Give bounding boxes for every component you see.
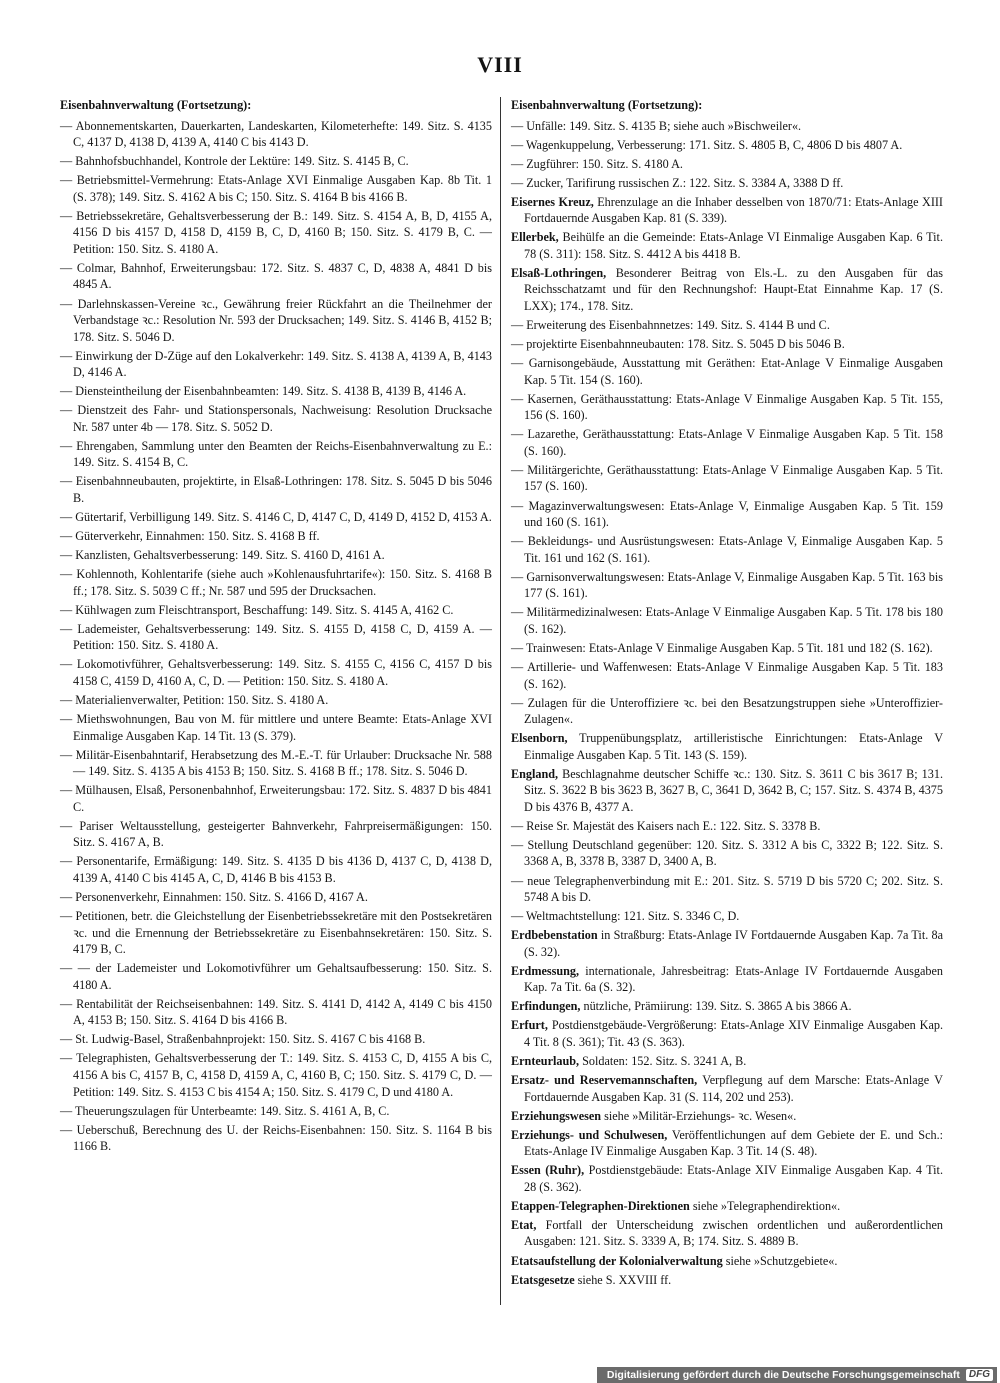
entry-text: — Lazarethe, Geräthausstattung: Etats-Anlage V Einmalige Ausgaben Kap. 5 Tit. 158 (S. 160). <box>511 427 943 458</box>
entry-headword: Eisernes Kreuz, <box>511 194 594 209</box>
entry-text: — Bekleidungs- und Ausrüstungswesen: Etats-Anlage V, Einmalige Ausgaben Kap. 5 Tit. 161 und 162 (S. 161). <box>511 534 943 565</box>
index-entry: — Pariser Weltausstellung, gesteigerter Bahnverkehr, Fahrpreisermäßigungen: 150. Sitz. S. 4167 A, B. <box>60 818 492 850</box>
index-entry <box>511 569 943 602</box>
digitization-footer <box>597 1367 997 1383</box>
entry-text: — Militärgerichte, Geräthausstattung: Etats-Anlage V Einmalige Ausgaben Kap. 5 Tit. 157 (S. 160). <box>511 462 943 494</box>
entry-headword: Etatsaufstellung der Kolonialverwaltung <box>511 1253 723 1268</box>
entry-text: Postdienstgebäude-Vergrößerung: Etats-Anlage XIV Einmalige Ausgaben Kap. 4 Tit. 8 (S. 361); Tit. 43 (S. 363). <box>524 1018 943 1049</box>
entry-text: — projektirte Eisenbahnneubauten: 178. Sitz. S. 5045 D bis 5046 B. <box>511 337 845 352</box>
index-entry <box>511 1108 943 1125</box>
index-entry: — Militär-Eisenbahntarif, Herabsetzung des M.-E.-T. für Urlauber: Drucksache Nr. 588 — 149. Sitz. S. 4135 A bis 4153 B; 150. Sitz. S. 4168 B ff.; 178. Sitz. S. 5046 D. <box>60 747 492 779</box>
index-entry <box>511 1162 943 1195</box>
index-entry: — — der Lademeister und Lokomotivführer um Gehaltsaufbesserung: 150. Sitz. S. 4180 A. <box>60 961 492 992</box>
index-entry: — Personenverkehr, Einnahmen: 150. Sitz. S. 4166 D, 4167 A. <box>60 890 368 905</box>
index-entry: — Diensteintheilung der Eisenbahnbeamten: 149. Sitz. S. 4138 B, 4139 B, 4146 A. <box>60 384 467 399</box>
entry-text: Fortfall der Unterscheidung zwischen ordentlichen und außerordentlichen Ausgaben: 121. Sitz. S. 3339 A, B; 174. Sitz. S. 4889 B. <box>524 1217 943 1249</box>
index-entry <box>511 640 943 657</box>
index-entry <box>511 998 943 1015</box>
index-entry <box>511 1253 943 1270</box>
index-entry: — St. Ludwig-Basel, Straßenbahnprojekt: 150. Sitz. S. 4167 C bis 4168 B. <box>60 1032 426 1047</box>
left-entry-list <box>60 118 492 1155</box>
entry-text: Veröffentlichungen auf dem Gebiete der E. und Sch.: Etats-Anlage IV Einmalige Ausgaben Kap. 3 Tit. 14 (S. 48). <box>524 1127 944 1159</box>
index-entry <box>511 730 943 763</box>
footer-text: Digitalisierung gefördert durch die Deutsche Forschungsgemeinschaft <box>606 1369 960 1381</box>
index-entry <box>511 837 943 870</box>
section-header <box>511 97 943 114</box>
entry-text: — Erweiterung des Eisenbahnnetzes: 149. Sitz. S. 4144 B und C. <box>511 318 830 333</box>
index-entry <box>511 1272 943 1289</box>
entry-text: in Straßburg: Etats-Anlage IV Fortdauernde Ausgaben Kap. 7a Tit. 8a (S. 32). <box>524 928 943 959</box>
index-entry <box>511 604 943 637</box>
index-entry: — Rentabilität der Reichseisenbahnen: 149. Sitz. S. 4141 D, 4142 A, 4149 C bis 4150 A, 4153 B; 150. Sitz. S. 4164 D bis 4166 B. <box>60 996 492 1028</box>
index-entry: — Bahnhofsbuchhandel, Kontrole der Lektüre: 149. Sitz. S. 4145 B, C. <box>60 154 409 169</box>
entry-text: — Garnisongebäude, Ausstattung mit Geräthen: Etat-Anlage V Einmalige Ausgaben Kap. 5 Tit. 154 (S. 160). <box>511 356 943 387</box>
entry-text: — Stellung Deutschland gegenüber: 120. Sitz. S. 3312 A bis C, 3322 B; 122. Sitz. S. 3368 A, B, 3378 B, 3387 D, 3400 A, B. <box>511 837 943 869</box>
index-entry <box>511 156 943 173</box>
index-entry <box>511 818 943 835</box>
entry-text: Soldaten: 152. Sitz. S. 3241 A, B. <box>579 1053 747 1068</box>
index-entry: — Personentarife, Ermäßigung: 149. Sitz. S. 4135 D bis 4136 D, 4137 C, D, 4138 D, 4139 A, 4140 C bis 4145 A, C, D, 4146 B bis 4153 B. <box>60 854 492 886</box>
index-entry <box>511 355 943 388</box>
left-column <box>60 97 492 1157</box>
index-entry <box>511 695 943 728</box>
entry-headword: Etappen-Telegraphen-Direktionen <box>511 1198 690 1213</box>
entry-text: internationale, Jahresbeitrag: Etats-Anlage IV Fortdauernde Ausgaben Kap. 7a Tit. 6a (S. 32). <box>524 963 943 995</box>
index-entry <box>511 229 943 262</box>
entry-text: Beihülfe an die Gemeinde: Etats-Anlage VI Einmalige Ausgaben Kap. 6 Tit. 78 (S. 311): 158. Sitz. S. 4412 A bis 4418 B. <box>524 230 943 261</box>
entry-text: nützliche, Prämiirung: 139. Sitz. S. 3865 A bis 3866 A. <box>580 999 852 1014</box>
index-entry <box>511 1072 943 1105</box>
index-entry: — Kühlwagen zum Fleischtransport, Beschaffung: 149. Sitz. S. 4145 A, 4162 C. <box>60 602 454 617</box>
index-entry: — Mülhausen, Elsaß, Personenbahnhof, Erweiterungsbau: 172. Sitz. S. 4837 D bis 4841 C. <box>60 783 492 814</box>
index-entry <box>511 118 943 135</box>
entry-text: — Kasernen, Geräthausstattung: Etats-Anlage V Einmalige Ausgaben Kap. 5 Tit. 155, 156 (S. 160). <box>511 391 943 423</box>
entry-text: siehe »Telegraphendirektion«. <box>689 1198 841 1213</box>
index-entry: — Darlehnskassen-Vereine ꝛc., Gewährung freier Rückfahrt an die Theilnehmer der Verbandstage ꝛc.: Resolution Nr. 593 der Drucksachen; 149. Sitz. S. 4146 B, 4152 B; 178. Sitz. S. 5046 D. <box>60 296 492 344</box>
entry-headword: Etatsgesetze <box>511 1272 575 1287</box>
index-entry <box>511 462 943 495</box>
entry-text: — Garnisonverwaltungswesen: Etats-Anlage V, Einmalige Ausgaben Kap. 5 Tit. 163 bis 177 (S. 161). <box>511 569 943 601</box>
entry-text: siehe S. XXVIII ff. <box>574 1272 672 1287</box>
index-entry <box>511 498 943 531</box>
index-entry <box>511 391 943 424</box>
entry-headword: Erfurt, <box>511 1018 548 1033</box>
index-entry <box>511 336 943 353</box>
index-entry <box>511 175 943 192</box>
right-entry-list <box>511 118 943 1289</box>
index-entry: — Miethswohnungen, Bau von M. für mittlere und untere Beamte: Etats-Anlage XVI Einmalige Ausgaben Kap. 14 Tit. 13 (S. 379). <box>60 712 492 743</box>
index-entry: — Petitionen, betr. die Gleichstellung der Eisenbetriebssekretäre mit den Postsekretären ꝛc. und die Ernennung der Betriebssekretäre zu Eisenbahnsekretären: 150. Sitz. S. 4179 B, C. <box>60 909 492 957</box>
entry-text: Besonderer Beitrag von Els.-L. zu den Ausgaben für das Reichsschatzamt und für den Rechnungshof: Haupt-Etat Einnahme Kap. 17 (S. LXX); 174., 178. Sitz. <box>524 265 943 314</box>
index-entry: — Lokomotivführer, Gehaltsverbesserung: 149. Sitz. S. 4155 C, 4156 C, 4157 D bis 4158 C, 4159 D, 4160 A, C, D. — Petition: 150. Sitz. S. 4180 A. <box>60 657 492 688</box>
entry-headword: Erdbebenstation <box>511 928 598 943</box>
index-entry <box>511 908 943 925</box>
page-number: VIII <box>477 52 523 77</box>
section-header-text: Eisenbahnverwaltung (Fortsetzung): <box>60 98 252 112</box>
entry-text: — Reise Sr. Majestät des Kaisers nach E.: 122. Sitz. S. 3378 B. <box>511 818 821 833</box>
index-entry: — Colmar, Bahnhof, Erweiterungsbau: 172. Sitz. S. 4837 C, D, 4838 A, 4841 D bis 4845 A. <box>60 260 492 292</box>
entry-headword: Etat, <box>511 1217 537 1232</box>
index-entry <box>511 194 943 227</box>
index-entry <box>511 426 943 459</box>
index-entry: — Dienstzeit des Fahr- und Stationspersonals, Nachweisung: Resolution Drucksache Nr. 587 unter 4b — 178. Sitz. S. 5052 D. <box>60 403 492 434</box>
index-entry <box>511 1053 943 1070</box>
index-entry <box>511 317 943 334</box>
index-entry: — Lademeister, Gehaltsverbesserung: 149. Sitz. S. 4155 D, 4158 C, D, 4159 A. — Petition: 150. Sitz. S. 4180 A. <box>60 621 492 653</box>
entry-text: — Zugführer: 150. Sitz. S. 4180 A. <box>511 156 683 171</box>
entry-text: Ehrenzulage an die Inhaber desselben von 1870/71: Etats-Anlage XIII Fortdauernde Ausgaben Kap. 81 (S. 339). <box>524 194 943 226</box>
entry-text: — Artillerie- und Waffenwesen: Etats-Anlage V Einmalige Ausgaben Kap. 5 Tit. 183 (S. 162). <box>511 659 943 691</box>
entry-headword: Ersatz- und Reservemannschaften, <box>511 1073 698 1088</box>
entry-text: siehe »Schutzgebiete«. <box>722 1253 838 1268</box>
column-divider <box>500 97 501 1305</box>
index-entry <box>511 265 943 315</box>
index-entry <box>511 1017 943 1050</box>
index-entry <box>511 137 943 154</box>
index-entry: — Gütertarif, Verbilligung 149. Sitz. S. 4146 C, D, 4147 C, D, 4149 D, 4152 D, 4153 A. <box>60 510 492 525</box>
entry-headword: Essen (Ruhr), <box>511 1163 585 1178</box>
index-entry <box>511 659 943 692</box>
index-entry <box>511 766 943 816</box>
index-entry: — Betriebssekretäre, Gehaltsverbesserung der B.: 149. Sitz. S. 4154 A, B, D, 4155 A, 4156 D bis 4157 D, 4158 D, 4159 B, C, D, 4160 B; 150. Sitz. S. 4179 B, C. — Petition: 150. Sitz. S. 4180 A. <box>60 208 492 256</box>
index-entry: — Güterverkehr, Einnahmen: 150. Sitz. S. 4168 B ff. <box>60 529 320 544</box>
entry-headword: Erziehungswesen <box>511 1108 602 1123</box>
entry-headword: Ellerbek, <box>511 230 559 245</box>
entry-text: — Wagenkuppelung, Verbesserung: 171. Sitz. S. 4805 B, C, 4806 D bis 4807 A. <box>511 137 903 152</box>
entry-text: — Militärmedizinalwesen: Etats-Anlage V Einmalige Ausgaben Kap. 5 Tit. 178 bis 180 (S. 162). <box>511 605 943 636</box>
index-entry <box>511 963 943 996</box>
entry-text: Verpflegung auf dem Marsche: Etats-Anlage V Fortdauernde Ausgaben Kap. 31 (S. 114, 202 und 253). <box>524 1073 943 1104</box>
entry-text: — Trainwesen: Etats-Anlage V Einmalige Ausgaben Kap. 5 Tit. 181 und 182 (S. 162). <box>511 640 933 655</box>
index-entry <box>511 1127 943 1160</box>
index-entry: — Einwirkung der D-Züge auf den Lokalverkehr: 149. Sitz. S. 4138 A, 4139 A, B, 4143 D, 4146 A. <box>60 348 492 380</box>
entry-text: Postdienstgebäude: Etats-Anlage XIV Einmalige Ausgaben Kap. 4 Tit. 28 (S. 362). <box>524 1163 943 1194</box>
index-entry: — Abonnementskarten, Dauerkarten, Landeskarten, Kilometerhefte: 149. Sitz. S. 4135 C, 4137 D, 4138 D, 4139 A, 4140 C bis 4143 D. <box>60 118 492 150</box>
index-entry <box>511 1198 943 1215</box>
entry-headword: England, <box>511 766 559 781</box>
index-entry <box>511 873 943 906</box>
index-entry <box>511 533 943 566</box>
right-column <box>511 97 943 1291</box>
index-entry: — Telegraphisten, Gehaltsverbesserung der T.: 149. Sitz. S. 4153 C, D, 4155 A bis C, 4156 A bis C, 4157 B, C, 4158 D, 4159 A, C, 4160 B, C; 150. Sitz. S. 4179 C, D. — Petition: 149. Sitz. S. 4153 C bis 4154 A; 150. Sitz. S. 4179 C, D und 4180 A. <box>60 1051 492 1099</box>
dfg-logo: DFG <box>966 1369 993 1381</box>
entry-headword: Elsenborn, <box>511 731 568 746</box>
entry-headword: Ernteurlaub, <box>511 1053 580 1068</box>
entry-text: — Magazinverwaltungswesen: Etats-Anlage V, Einmalige Ausgaben Kap. 5 Tit. 159 und 160 (S. 161). <box>511 498 943 530</box>
index-entry <box>511 927 943 960</box>
section-header <box>60 97 492 114</box>
entry-text: — Zulagen für die Unteroffiziere ꝛc. bei den Besatzungstruppen siehe »Unteroffizier-Zulagen«. <box>511 695 943 727</box>
entry-headword: Erfindungen, <box>511 999 581 1014</box>
entry-headword: Elsaß-Lothringen, <box>511 265 607 280</box>
entry-text: — neue Telegraphenverbindung mit E.: 201. Sitz. S. 5719 D bis 5720 C; 202. Sitz. S. 5748 A bis D. <box>511 873 943 905</box>
index-entry: — Kanzlisten, Gehaltsverbesserung: 149. Sitz. S. 4160 D, 4161 A. <box>60 548 385 563</box>
entry-text: Truppenübungsplatz, artilleristische Einrichtungen: Etats-Anlage V Einmalige Ausgaben Kap. 5 Tit. 143 (S. 159). <box>524 731 943 762</box>
entry-text: Beschlagnahme deutscher Schiffe ꝛc.: 130. Sitz. S. 3611 C bis 3617 B; 131. Sitz. S. 3622 B bis 3623 B, 3627 B, C, 3641 D, 3642 B, C; 157. Sitz. S. 4374 B, 4375 D bis 4376 B, 4377 A. <box>524 766 943 814</box>
index-entry: — Kohlennoth, Kohlentarife (siehe auch »Kohlenausfuhrtarife«): 150. Sitz. S. 4168 B ff.; 178. Sitz. S. 5039 C ff.; Nr. 587 und 595 der Drucksachen. <box>60 567 492 598</box>
entry-headword: Erdmessung, <box>511 963 580 978</box>
index-entry: — Theuerungszulagen für Unterbeamte: 149. Sitz. S. 4161 A, B, C. <box>60 1103 390 1118</box>
entry-text: — Zucker, Tarifirung russischen Z.: 122. Sitz. S. 3384 A, 3388 D ff. <box>511 175 844 190</box>
index-entry: — Eisenbahnneubauten, projektirte, in Elsaß-Lothringen: 178. Sitz. S. 5045 D bis 5046 B. <box>60 474 492 506</box>
index-entry: — Ueberschuß, Berechnung des U. der Reichs-Eisenbahnen: 150. Sitz. S. 1164 B bis 1166 B. <box>60 1122 492 1154</box>
entry-text: — Weltmachtstellung: 121. Sitz. S. 3346 C, D. <box>511 909 740 924</box>
entry-text: siehe »Militär-Erziehungs- ꝛc. Wesen«. <box>601 1108 797 1123</box>
index-entry: — Materialienverwalter, Petition: 150. Sitz. S. 4180 A. <box>60 693 329 708</box>
entry-headword: Erziehungs- und Schulwesen, <box>511 1127 668 1142</box>
index-entry: — Betriebsmittel-Vermehrung: Etats-Anlage XVI Einmalige Ausgaben Kap. 8b Tit. 1 (S. 378); 149. Sitz. S. 4162 A bis C; 150. Sitz. S. 4164 B bis 4166 B. <box>60 173 492 204</box>
section-header-text: Eisenbahnverwaltung (Fortsetzung): <box>511 98 703 112</box>
entry-text: — Unfälle: 149. Sitz. S. 4135 B; siehe auch »Bischweiler«. <box>511 118 802 133</box>
index-entry <box>511 1217 943 1250</box>
index-entry: — Ehrengaben, Sammlung unter den Beamten der Reichs-Eisenbahnverwaltung zu E.: 149. Sitz. S. 4154 B, C. <box>60 438 492 470</box>
